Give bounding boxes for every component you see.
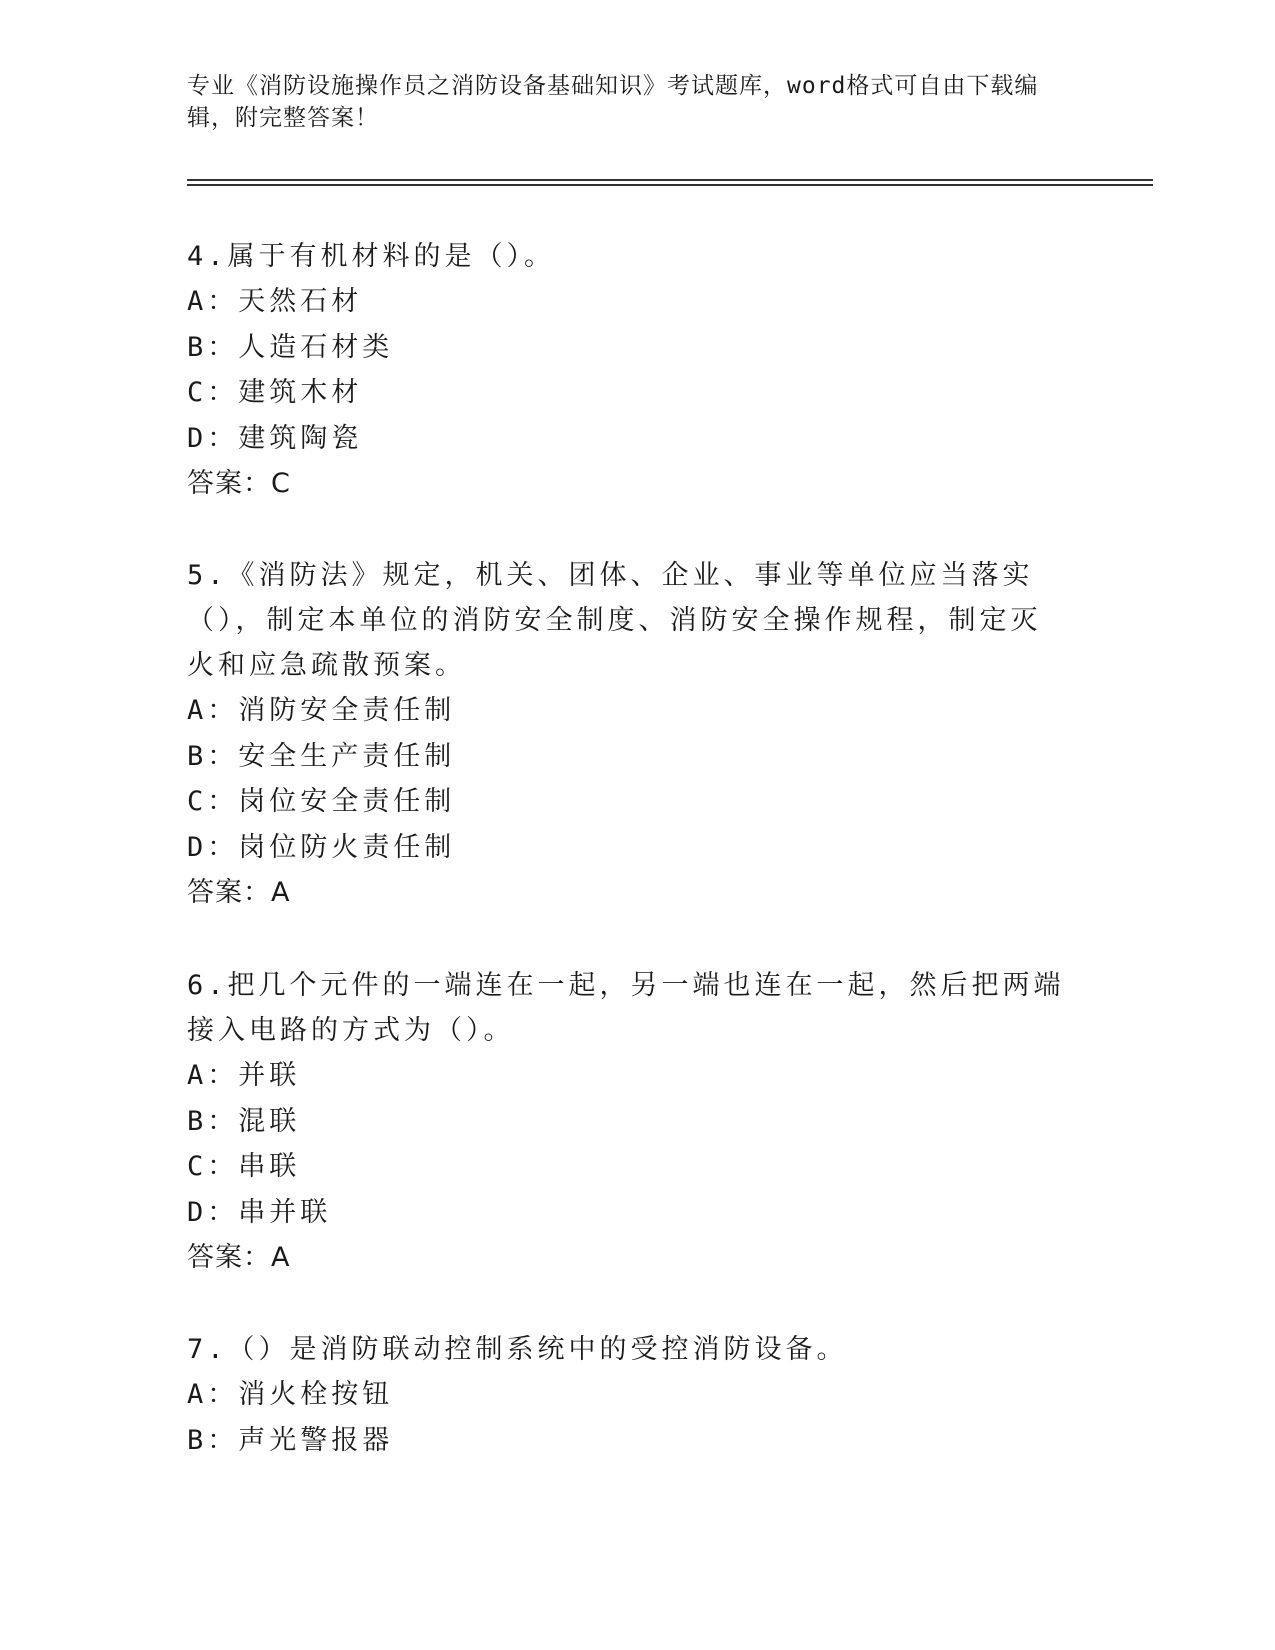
document-header: 专业《消防设施操作员之消防设备基础知识》考试题库，word格式可自由下载编辑，附完整答案！ bbox=[187, 73, 1039, 131]
answer: 答案：A bbox=[187, 1242, 291, 1273]
option-c: C：岗位安全责任制 bbox=[187, 786, 456, 817]
option-b: B：安全生产责任制 bbox=[187, 740, 456, 772]
question-text: 7.（）是消防联动控制系统中的受控消防设备。 bbox=[187, 1334, 848, 1365]
option-a: A：消防安全责任制 bbox=[187, 695, 456, 726]
question-text: 5.《消防法》规定，机关、团体、企业、事业等单位应当落实（），制定本单位的消防安全制度、消防安全操作规程，制定灭火和应急疏散预案。 bbox=[187, 560, 1042, 681]
question-text: 4.属于有机材料的是（）。 bbox=[187, 241, 556, 272]
option-d: D：串并联 bbox=[187, 1196, 332, 1228]
option-d: D：建筑陶瓷 bbox=[187, 422, 363, 454]
option-a: A：天然石材 bbox=[187, 286, 363, 317]
option-a: A：消火栓按钮 bbox=[187, 1379, 394, 1410]
question-6 bbox=[187, 963, 1067, 1281]
option-b: B：混联 bbox=[187, 1105, 301, 1137]
question-text: 6.把几个元件的一端连在一起，另一端也连在一起，然后把两端接入电路的方式为（）。 bbox=[187, 970, 1065, 1046]
option-c: C：串联 bbox=[187, 1151, 301, 1182]
question-5 bbox=[187, 553, 1067, 916]
option-b: B：声光警报器 bbox=[187, 1424, 394, 1456]
answer: 答案：C bbox=[187, 468, 291, 499]
option-d: D：岗位防火责任制 bbox=[187, 831, 456, 863]
header-divider-bottom bbox=[187, 184, 1153, 186]
answer: 答案：A bbox=[187, 877, 291, 908]
question-4 bbox=[187, 234, 1067, 507]
header-divider-top bbox=[187, 179, 1153, 181]
question-7 bbox=[187, 1327, 1067, 1463]
option-c: C：建筑木材 bbox=[187, 377, 363, 408]
option-a: A：并联 bbox=[187, 1060, 301, 1091]
option-b: B：人造石材类 bbox=[187, 331, 394, 363]
